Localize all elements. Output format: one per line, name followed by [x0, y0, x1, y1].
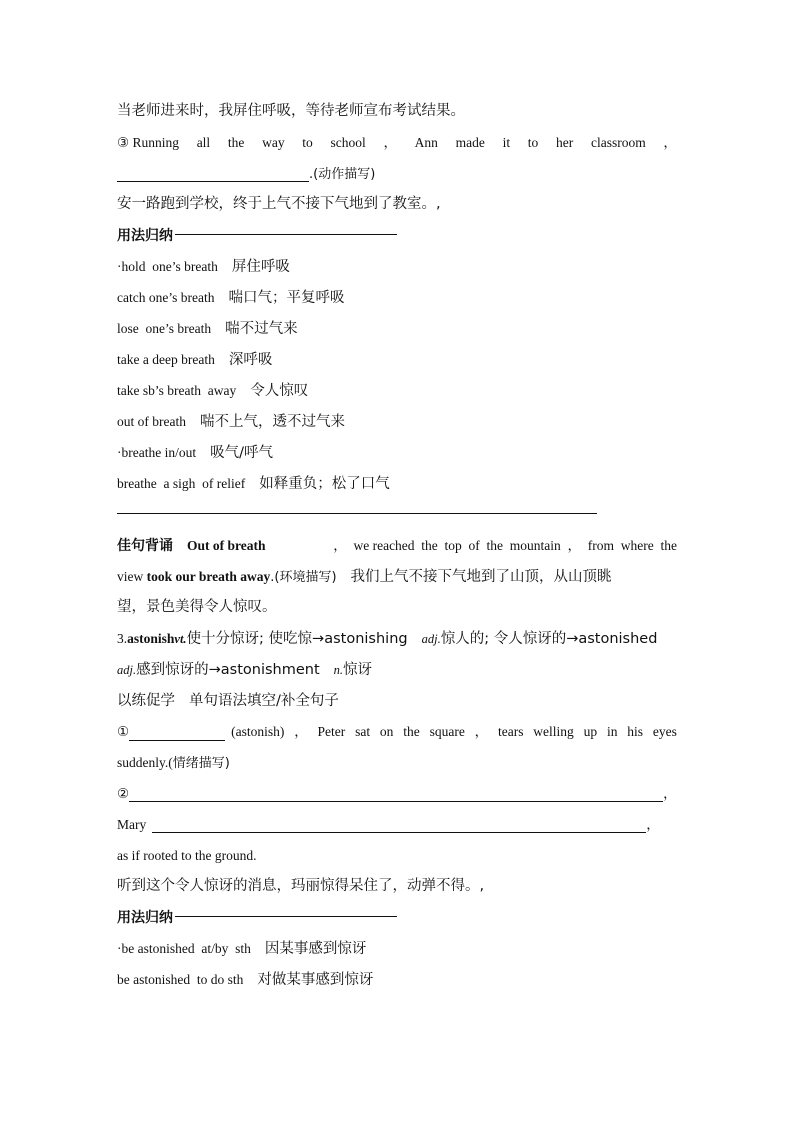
- question-2-line-1: [117, 778, 677, 809]
- phrase-chinese: 如释重负；松了口气: [259, 476, 390, 492]
- answer-blank[interactable]: [117, 163, 309, 182]
- phrase-row: [117, 344, 677, 375]
- word-token: way: [262, 135, 285, 150]
- phrase-chinese: 深呼吸: [228, 352, 273, 368]
- word-token: ，: [663, 135, 677, 150]
- entry-meaning: 惊讶: [343, 662, 373, 678]
- good-sentence-line-1: [117, 530, 677, 561]
- description-tag: .(动作描写): [309, 167, 376, 182]
- phrase-row: [117, 933, 677, 964]
- word-token: sat: [355, 724, 371, 739]
- phrase-english: breathe a sigh of relief: [117, 476, 246, 491]
- entry-number: 3.: [117, 631, 128, 646]
- word-entry-astonish-cont: [117, 654, 677, 685]
- question-1-line-2: [117, 747, 677, 778]
- entry-meaning: 感到惊讶的→astonishment: [136, 662, 320, 678]
- good-sentence-label: 佳句背诵: [117, 538, 173, 554]
- word-token: it: [502, 135, 511, 150]
- word-token: tears: [497, 724, 524, 739]
- description-tag: .(环境描写): [270, 570, 337, 585]
- question-2-line-3: as if rooted to the ground.: [117, 848, 257, 863]
- word-token: the: [227, 135, 245, 150]
- word-token: classroom: [590, 135, 646, 150]
- answer-blank[interactable]: [129, 783, 663, 802]
- description-tag: 情绪描写): [172, 756, 230, 771]
- phrase-chinese: 喘口气；平复呼吸: [228, 290, 345, 306]
- word-entry-astonish: [117, 623, 677, 654]
- part-of-speech: adj.: [117, 663, 137, 677]
- phrase-chinese: 令人惊叹: [250, 383, 309, 399]
- word-token: school: [330, 135, 366, 150]
- question-number: ②: [117, 786, 130, 801]
- word-token: ，: [383, 135, 397, 150]
- phrase-english: ·hold one’s breath: [117, 259, 218, 274]
- phrase-english: ·be astonished at/by sth: [117, 941, 251, 956]
- word-token: all: [196, 135, 211, 150]
- practice-header: [117, 685, 677, 716]
- phrase-english: ·breathe in/out: [117, 445, 197, 460]
- word-token: square: [429, 724, 465, 739]
- word-token: ，: [474, 724, 489, 739]
- question-1-line-1: [117, 716, 677, 747]
- good-sentence-bold-2: took our breath away: [146, 569, 271, 584]
- headword: astonish: [127, 631, 175, 646]
- good-sentence-text-1: ， we reached the top of the mountain ， from where the: [333, 538, 677, 553]
- word-token: welling: [533, 724, 574, 739]
- phrase-english: be astonished to do sth: [117, 972, 244, 987]
- phrase-english: catch one’s breath: [117, 290, 215, 305]
- phrase-row: [117, 406, 677, 437]
- phrase-english: lose one’s breath: [117, 321, 212, 336]
- phrase-chinese: 吸气/呼气: [210, 445, 273, 461]
- word-token: eyes: [652, 724, 677, 739]
- question-2-subject: Mary: [117, 817, 147, 832]
- part-of-speech: adj.: [421, 632, 441, 646]
- question-number: ①: [117, 724, 130, 739]
- phrase-chinese: 喘不上气，透不过气来: [199, 414, 345, 430]
- phrase-row: [117, 375, 677, 406]
- good-sentence-translation-2: 望，景色美得令人惊叹。: [117, 599, 277, 615]
- intro-chinese-sentence: 当老师进来时，我屏住呼吸，等待老师宣布考试结果。: [117, 103, 465, 119]
- word-token: up: [583, 724, 598, 739]
- word-token: Peter: [317, 724, 346, 739]
- phrase-row: [117, 964, 677, 995]
- phrase-row: [117, 313, 677, 344]
- good-sentence-translation-1: 我们上气不接下气地到了山顶，从山顶眺: [350, 569, 612, 585]
- usage-summary-title: 用法归纳: [117, 910, 173, 926]
- answer-blank[interactable]: [152, 814, 646, 833]
- punctuation: ，: [663, 786, 677, 801]
- phrase-chinese: 喘不过气来: [225, 321, 298, 337]
- word-token: ③ Running: [117, 135, 179, 150]
- usage-summary-header-2: [117, 902, 677, 933]
- document-page: [117, 96, 677, 995]
- word-token: her: [556, 135, 574, 150]
- phrase-row: [117, 437, 677, 468]
- word-token: on: [379, 724, 394, 739]
- word-token: made: [455, 135, 485, 150]
- phrase-chinese: 因某事感到惊讶: [264, 941, 367, 957]
- usage-summary-title: 用法归纳: [117, 228, 173, 244]
- section-divider: [117, 513, 597, 514]
- word-token: Ann: [414, 135, 438, 150]
- good-sentence-bold-1: Out of breath: [187, 538, 266, 553]
- part-of-speech: n.: [333, 663, 344, 677]
- phrase-chinese: 屏住呼吸: [231, 259, 290, 275]
- phrase-english: take a deep breath: [117, 352, 215, 367]
- word-token: in: [606, 724, 618, 739]
- good-sentence-text-2: view: [117, 569, 147, 584]
- word-token: the: [403, 724, 420, 739]
- phrase-row: [117, 468, 677, 499]
- phrase-row: [117, 251, 677, 282]
- practice-label: 以练促学: [117, 693, 175, 709]
- word-token: ，: [294, 724, 308, 739]
- good-sentence-line-2: [117, 561, 677, 592]
- phrase-list-astonish: [117, 933, 677, 995]
- word-token: to: [302, 135, 313, 150]
- question-1-words: [231, 716, 677, 747]
- word-token: his: [627, 724, 644, 739]
- word-token: (astonish): [231, 724, 285, 739]
- phrase-english: take sb’s breath away: [117, 383, 237, 398]
- usage-summary-header-1: [117, 220, 677, 251]
- answer-blank[interactable]: [129, 722, 225, 741]
- part-of-speech: vt.: [174, 632, 187, 646]
- phrase-chinese: 对做某事感到惊讶: [257, 972, 374, 988]
- practice-instruction: 单句语法填空/补全句子: [189, 693, 339, 709]
- header-rule: [175, 234, 397, 235]
- question-2-line-2: [117, 809, 677, 840]
- question-2-translation: 听到这个令人惊讶的消息，玛丽惊得呆住了，动弹不得。,: [117, 878, 485, 894]
- exercise-3-translation: 安一路跑到学校，终于上气不接下气地到了教室。,: [117, 196, 441, 212]
- phrase-english: out of breath: [117, 414, 186, 429]
- phrase-list-breath: [117, 251, 677, 499]
- word-token: to: [527, 135, 539, 150]
- header-rule: [175, 916, 397, 917]
- question-1-text: suddenly.(: [117, 755, 173, 770]
- punctuation: ，: [646, 817, 660, 832]
- entry-meaning: 使十分惊讶; 使吃惊→astonishing: [186, 631, 408, 647]
- exercise-3-sentence: [117, 127, 677, 158]
- phrase-row: [117, 282, 677, 313]
- exercise-3-answer-line: [117, 158, 677, 189]
- entry-meaning: 惊人的; 令人惊讶的→astonished: [440, 631, 658, 647]
